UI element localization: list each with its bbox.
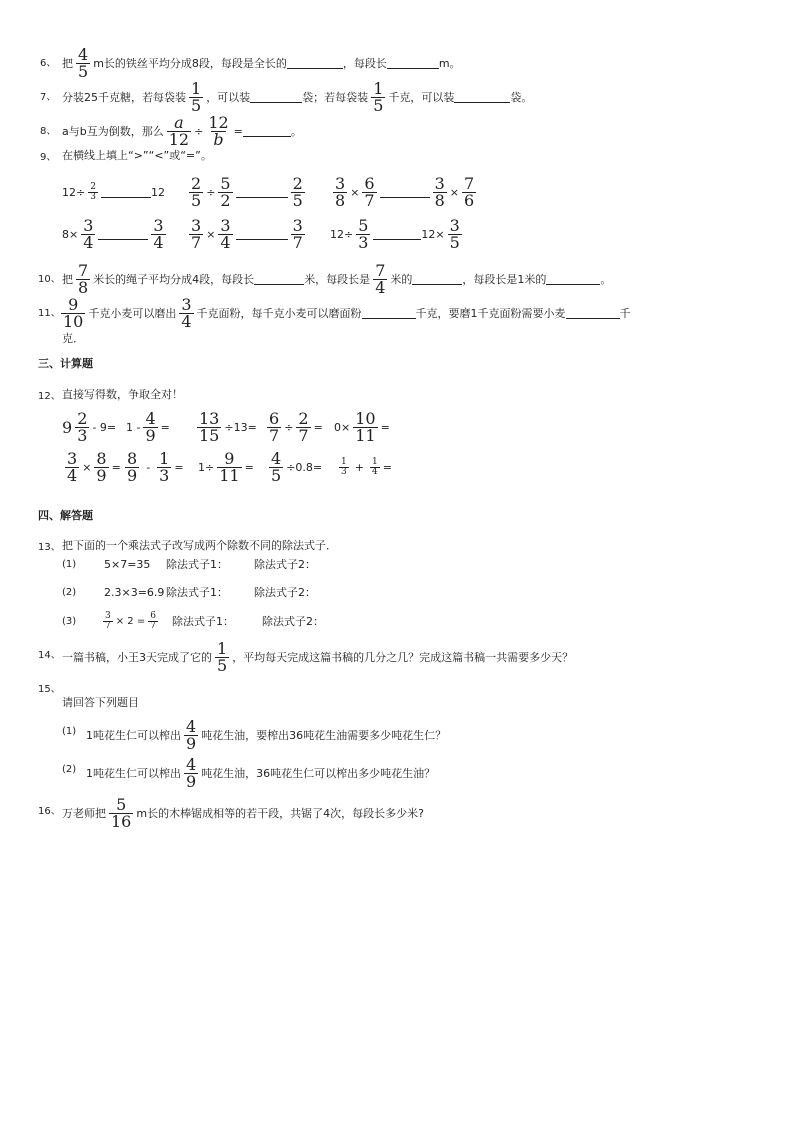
- question-15-text: 请回答下列题目: [62, 696, 139, 709]
- section-heading: 三、计算题: [38, 357, 93, 370]
- answer-blank[interactable]: [236, 228, 288, 240]
- fraction: $\frac{12}{b}$: [208, 112, 229, 149]
- fraction: $\frac{1}{5}$: [373, 78, 384, 115]
- question-15-number: 15、: [38, 684, 61, 695]
- answer-blank[interactable]: [243, 125, 291, 137]
- answer-blank[interactable]: [236, 186, 288, 198]
- answer-blank[interactable]: [566, 307, 620, 319]
- answer-blank[interactable]: [380, 186, 430, 198]
- question-11-wrap: 克．: [62, 332, 84, 345]
- question-number: 6、: [40, 58, 57, 69]
- answer-blank[interactable]: [101, 186, 151, 198]
- answer-blank[interactable]: [412, 273, 462, 285]
- section-heading: 四、解答题: [38, 509, 93, 522]
- fraction: $\frac{1}{5}$: [191, 78, 202, 115]
- answer-blank[interactable]: [373, 228, 421, 240]
- answer-blank[interactable]: [287, 57, 343, 69]
- answer-blank[interactable]: [98, 228, 148, 240]
- answer-blank[interactable]: [254, 273, 304, 285]
- answer-blank[interactable]: [387, 57, 439, 69]
- answer-blank[interactable]: [546, 273, 600, 285]
- answer-blank[interactable]: [454, 91, 510, 103]
- answer-blank[interactable]: [362, 307, 416, 319]
- answer-blank[interactable]: [250, 91, 302, 103]
- fraction: $\frac{4}{5}$: [78, 44, 89, 81]
- fraction: $\frac{a}{12}$: [168, 112, 190, 149]
- worksheet-page: 6、 把 $\frac{4}{5}$ m长的铁丝平均分成8段，每段是全长的 ，每段长 m。 7、 分装25千克糖，若每袋装 $\frac{1}{5}$ ，可以装 袋；若每袋装 $\frac{1}{5}$ 千克，可以装 袋。 8、 a与b互为倒数，那么 $\frac{a}{12}$ ÷ $\frac{12}{b}$ = 。 9、 在横线上填上“>”“<”或“=”。 12÷ $\frac{2}{3}$ 12 $\frac{2}{5}$ ÷ $\frac{5}{2}$ $\frac{2}{5}$ $\frac{3}{8}$ × $\frac{6}{7}$ $\frac{3}{8}$ × $\frac{7}{6}$ 8× $\frac{3}{4}$ $\frac{3}{4}$ $\frac{3}{7}$ × $\frac{3}{4}$ $\frac{3}{7}$ 12÷ $\frac{5}{3}$ 12× $\frac{3}{5}$ 10、 把 $\frac{7}{8}$ 米长的绳子平均分成4段，每段长 米，每段长是 $\frac{7}{4}$ 米的 ，每段长是1米的 。 11、 $\frac{9}{10}$ 千克小麦可以磨出 $\frac{3}{4}$ 千克面粉，每千克小麦可以磨面粉 千克，要磨1千克面粉需要小麦 千 克． 三、计算题 12、 直接写得数，争取全对！ 9 $\frac{2}{3}$ - 9= 1 - $\frac{4}{9}$ = $\frac{13}{15}$ ÷13= $\frac{6}{7}$ ÷ $\frac{2}{7}$ = 0× $\frac{10}{11}$ = $\frac{3}{4}$ × $\frac{8}{9}$ = $\frac{8}{9}$ - $\frac{1}{3}$ = 1÷ $\frac{9}{11}$ = $\frac{4}{5}$ ÷0.8= $\frac{1}{3}$ + $\frac{1}{4}$ = 四、解答题 13、 把下面的一个乘法式子改写成两个除数不同的除法式子． (1) 5×7=35 除法式子1： 除法式子2： (2) 2.3×3=6.9 除法式子1： 除法式子2： (3) $\frac{3}{7}$ × 2 = $\frac{6}{7}$ 除法式子1： 除法式子2： 14、 一篇书稿，小王3天完成了它的 $\frac{1}{5}$ ，平均每天完成这篇书稿的几分之几？完成这篇书稿一共需要多少天？ 15、 请回答下列题目 (1) 1吨花生仁可以榨出 $\frac{4}{9}$ 吨花生油，要榨出36吨花生油需要多少吨花生仁？ (2) 1吨花生仁可以榨出 $\frac{4}{9}$ 吨花生油，36吨花生仁可以榨出多少吨花生油？ 16、 万老师把 $\frac{5}{16}$ m长的木棒锯成相等的若干段，共锯了4次，每段长多少米?: [38, 44, 631, 831]
